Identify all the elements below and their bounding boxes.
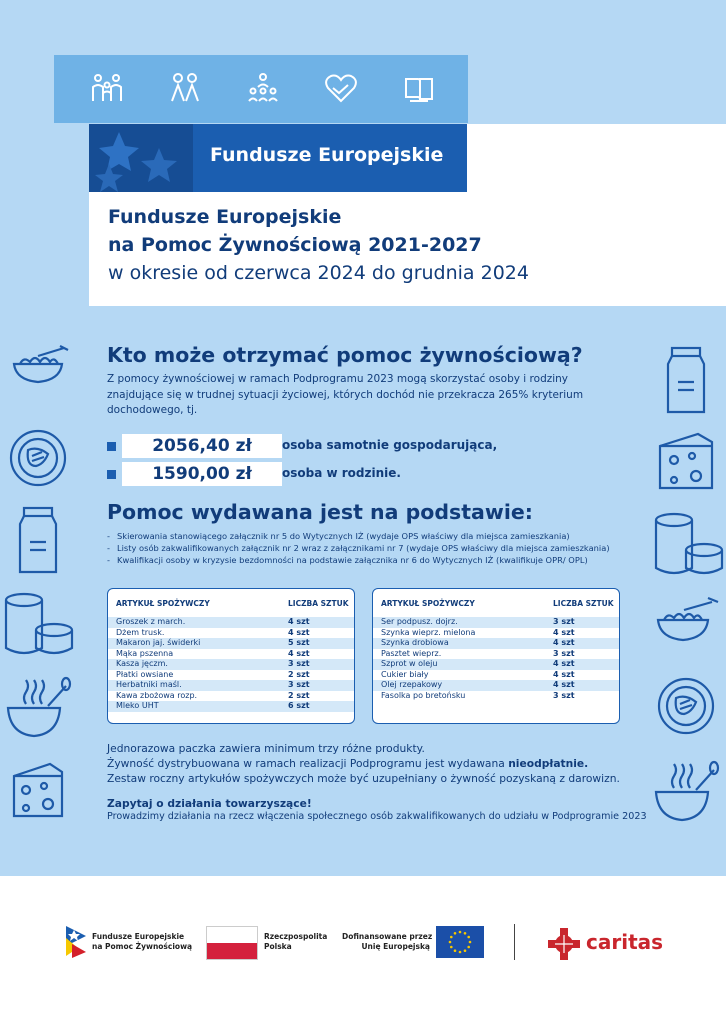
soup-bowl-icon bbox=[4, 676, 72, 740]
column-header-qty: LICZBA SZTUK bbox=[553, 599, 614, 608]
community-icon bbox=[246, 71, 280, 105]
table-row: Dżem trusk. 4 szt bbox=[116, 627, 310, 637]
fe-banner bbox=[89, 124, 467, 192]
footer-logos bbox=[0, 876, 726, 1024]
note-line: Zestaw roczny artykułów spożywczych może być uzupełniany o żywność pozyskaną z darowizn. bbox=[107, 772, 620, 785]
eu-logo-text: Dofinansowane przez Unię Europejską bbox=[342, 932, 433, 951]
cheese-icon bbox=[10, 760, 66, 820]
polish-flag-icon bbox=[206, 926, 258, 960]
banner-label: Fundusze Europejskie bbox=[210, 144, 444, 166]
people-icon bbox=[168, 71, 202, 105]
food-table-right bbox=[372, 588, 620, 724]
cheese-icon bbox=[656, 430, 716, 492]
milk-carton-icon bbox=[666, 346, 706, 414]
family-icon bbox=[90, 71, 124, 105]
table-row: Kasza jęczm. 3 szt bbox=[108, 659, 354, 670]
table-row: Płatki owsiane 2 szt bbox=[116, 669, 310, 679]
table-row: Szprot w oleju 4 szt bbox=[373, 659, 619, 670]
cans-icon bbox=[652, 510, 724, 580]
table-row: Mąka pszenna 4 szt bbox=[116, 648, 310, 658]
table-row: Ser podpusz. dojrz. 3 szt bbox=[373, 617, 619, 628]
icon-strip bbox=[54, 55, 468, 123]
basis-item: - Kwalifikacji osoby w kryzysie bezdomności na podstawie załącznika nr 6 do Wytycznych IŻ (kwalifikuje OPR/ OPL) bbox=[107, 554, 647, 566]
page-subtitle: w okresie od czerwca 2024 do grudnia 2024 bbox=[108, 262, 529, 284]
pasta-bowl-icon bbox=[8, 344, 72, 384]
fe-logo-icon bbox=[64, 924, 88, 958]
threshold-amount: 2056,40 zł bbox=[122, 434, 282, 458]
table-row: Makaron jaj. świderki 5 szt bbox=[108, 638, 354, 649]
column-header-product: ARTYKUŁ SPOŻYWCZY bbox=[116, 599, 210, 608]
caritas-cross-icon bbox=[548, 928, 580, 960]
note-line: Jednorazowa paczka zawiera minimum trzy różne produkty. bbox=[107, 742, 425, 755]
table-row: Kawa zbożowa rozp. 2 szt bbox=[116, 690, 310, 700]
pasta-bowl-icon bbox=[654, 596, 722, 646]
basis-item: - Listy osób zakwalifikowanych załącznik nr 2 wraz z załącznikami nr 7 (wydaje OPS właściwy dla miejsca zamieszkania) bbox=[107, 542, 647, 554]
threshold-label: osoba w rodzinie. bbox=[282, 466, 401, 480]
table-row: Mleko UHT 6 szt bbox=[108, 701, 354, 712]
bullet-square bbox=[107, 470, 116, 479]
basis-item: - Skierowania stanowiącego załącznik nr 5 do Wytycznych IŻ (wydaje OPS właściwy dla miejsca zamieszkania) bbox=[107, 530, 647, 542]
note-line: Żywność dystrybuowana w ramach realizacji Podprogramu jest wydawana nieodpłatnie. bbox=[107, 757, 589, 770]
ask-heading: Zapytaj o działania towarzyszące! bbox=[107, 797, 312, 810]
bullet-square bbox=[107, 442, 116, 451]
rp-logo-text: Rzeczpospolita Polska bbox=[264, 932, 328, 951]
package-notes bbox=[107, 741, 667, 786]
table-row: Pasztet wieprz. 3 szt bbox=[381, 648, 575, 658]
basis-heading: Pomoc wydawana jest na podstawie: bbox=[107, 500, 533, 524]
caritas-logo-text: caritas bbox=[586, 930, 664, 954]
plate-icon bbox=[8, 428, 68, 488]
table-row: Fasolka po bretońsku 3 szt bbox=[381, 690, 575, 700]
basis-list bbox=[107, 530, 647, 566]
page-title-line2: na Pomoc Żywnościową 2021-2027 bbox=[108, 234, 482, 256]
threshold-amount: 1590,00 zł bbox=[122, 462, 282, 486]
heart-hands-icon bbox=[324, 71, 358, 105]
stars-graphic bbox=[89, 124, 193, 192]
book-icon bbox=[402, 71, 436, 105]
eligibility-intro: Z pomocy żywnościowej w ramach Podprogramu 2023 mogą skorzystać osoby i rodziny znajdujące się w trudnej sytuacji życiowej, których dochód nie przekracza 265% kryterium dochodowego, tj. bbox=[107, 373, 584, 416]
plate-icon bbox=[656, 676, 716, 736]
column-header-qty: LICZBA SZTUK bbox=[288, 599, 349, 608]
table-row: Szynka drobiowa 4 szt bbox=[373, 638, 619, 649]
eligibility-heading: Kto może otrzymać pomoc żywnościową? bbox=[107, 343, 583, 367]
column-header-product: ARTYKUŁ SPOŻYWCZY bbox=[381, 599, 475, 608]
table-row: Groszek z march. 4 szt bbox=[108, 617, 354, 628]
milk-carton-icon bbox=[18, 506, 58, 574]
table-row: Olej rzepakowy 4 szt bbox=[373, 680, 619, 691]
table-row: Szynka wieprz. mielona 4 szt bbox=[381, 627, 575, 637]
fe-logo-text: Fundusze Europejskie na Pomoc Żywnościową bbox=[92, 932, 193, 951]
divider bbox=[514, 924, 515, 960]
table-row: Cukier biały 4 szt bbox=[381, 669, 575, 679]
threshold-label: osoba samotnie gospodarująca, bbox=[282, 438, 498, 452]
food-table-left bbox=[107, 588, 355, 724]
stars-icon bbox=[89, 124, 193, 192]
table-row: Herbatniki maśl. 3 szt bbox=[108, 680, 354, 691]
cans-icon bbox=[2, 590, 74, 660]
eu-flag-icon bbox=[436, 926, 484, 958]
ask-text: Prowadzimy działania na rzecz włączenia społecznego osób zakwalifikowanych do udziału w Podprogramie 2023 bbox=[107, 811, 647, 822]
page-title-line1: Fundusze Europejskie bbox=[108, 206, 342, 228]
